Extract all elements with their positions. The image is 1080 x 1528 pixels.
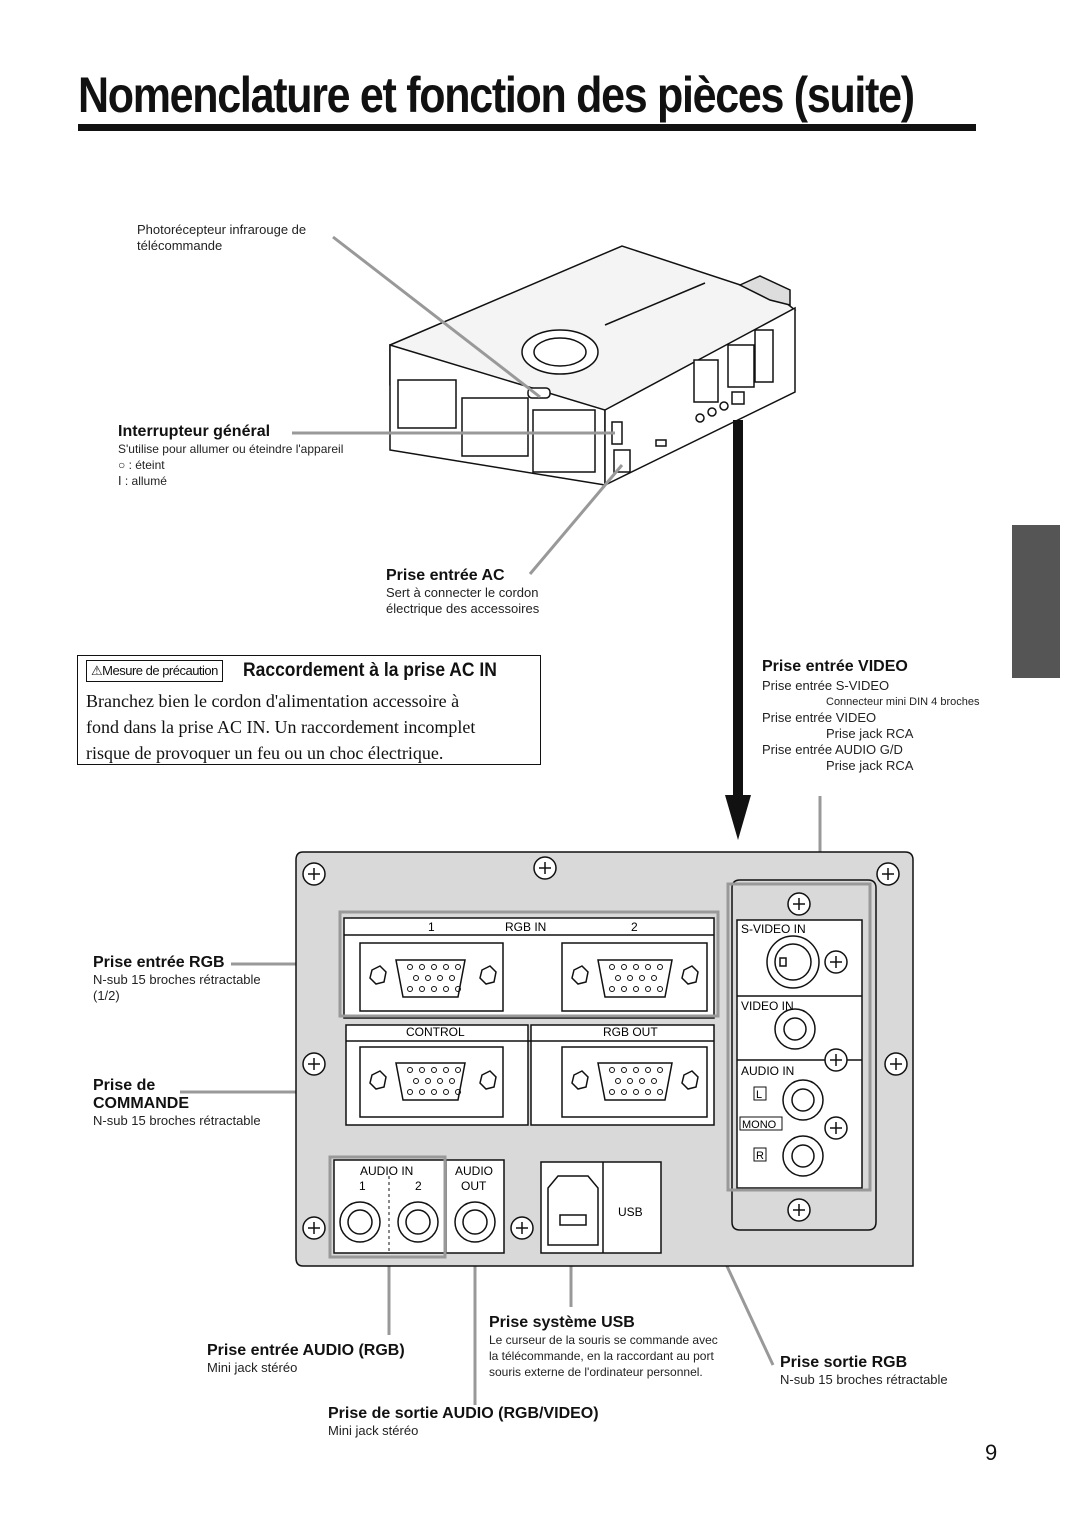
audio-out-callout: Prise de sortie AUDIO (RGB/VIDEO) Mini jack stéréo — [328, 1405, 599, 1438]
page-title: Nomenclature et fonction des pièces (suite) — [78, 67, 914, 123]
rgb-in-callout: Prise entrée RGB N-sub 15 broches rétractable (1/2) — [93, 954, 261, 1003]
power-callout: Interrupteur général S'utilise pour allumer ou éteindre l'appareil ○ : éteint Ⅰ : allumé — [118, 423, 344, 488]
ac-callout: Prise entrée AC Sert à connecter le cordon électrique des accessoires — [386, 567, 540, 616]
panel-audio-1: 1 — [359, 1179, 366, 1193]
arrow-down — [725, 420, 751, 840]
panel-audio-2: 2 — [415, 1179, 422, 1193]
panel-l: L — [756, 1089, 763, 1101]
panel-video-in: VIDEO IN — [741, 999, 794, 1013]
panel-svideo-in: S-VIDEO IN — [741, 922, 806, 936]
page-number: 9 — [985, 1440, 998, 1465]
usb-callout: Prise système USB Le curseur de la souris se commande avec la télécommande, en la raccordant au port souris externe de l'ordinateur personnel. — [489, 1314, 718, 1379]
command-callout: Prise de COMMANDE N-sub 15 broches rétractable — [93, 1077, 261, 1128]
usb-connector — [548, 1176, 598, 1245]
panel-r: R — [756, 1150, 764, 1162]
panel-audio-out: AUDIO — [455, 1164, 494, 1178]
audio-rgb-callout: Prise entrée AUDIO (RGB) Mini jack stéréo — [207, 1342, 405, 1375]
panel-audio-out-2: OUT — [461, 1179, 487, 1193]
back-panel — [296, 852, 913, 1266]
ir-callout: Photorécepteur infrarouge de télécommande — [137, 222, 307, 253]
warning-icon: ⚠ — [91, 663, 103, 678]
panel-mono: MONO — [742, 1119, 777, 1131]
panel-rgb-in-2: 2 — [631, 920, 638, 934]
panel-audio-in-small: AUDIO IN — [360, 1164, 414, 1178]
caution-box — [77, 655, 541, 765]
caution-badge: ⚠Mesure de précaution — [86, 660, 223, 682]
panel-audio-in: AUDIO IN — [741, 1064, 795, 1078]
caution-body: Branchez bien le cordon d'alimentation accessoire à fond dans la prise AC IN. Un raccordement incomplet risque de provoquer un feu ou un choc électrique. — [86, 691, 476, 763]
panel-control: CONTROL — [406, 1025, 465, 1039]
caution-title: Raccordement à la prise AC IN — [243, 660, 497, 681]
panel-rgb-in: RGB IN — [505, 920, 547, 934]
panel-usb: USB — [618, 1205, 643, 1219]
panel-rgb-out: RGB OUT — [603, 1025, 658, 1039]
video-callout: Prise entrée VIDEO Prise entrée S-VIDEO Connecteur mini DIN 4 broches Prise entrée VIDEO Prise jack RCA Prise entrée AUDIO G/D Prise jack RCA — [762, 658, 980, 773]
rgb-out-callout: Prise sortie RGB N-sub 15 broches rétractable — [780, 1354, 948, 1387]
panel-rgb-in-1: 1 — [428, 920, 435, 934]
